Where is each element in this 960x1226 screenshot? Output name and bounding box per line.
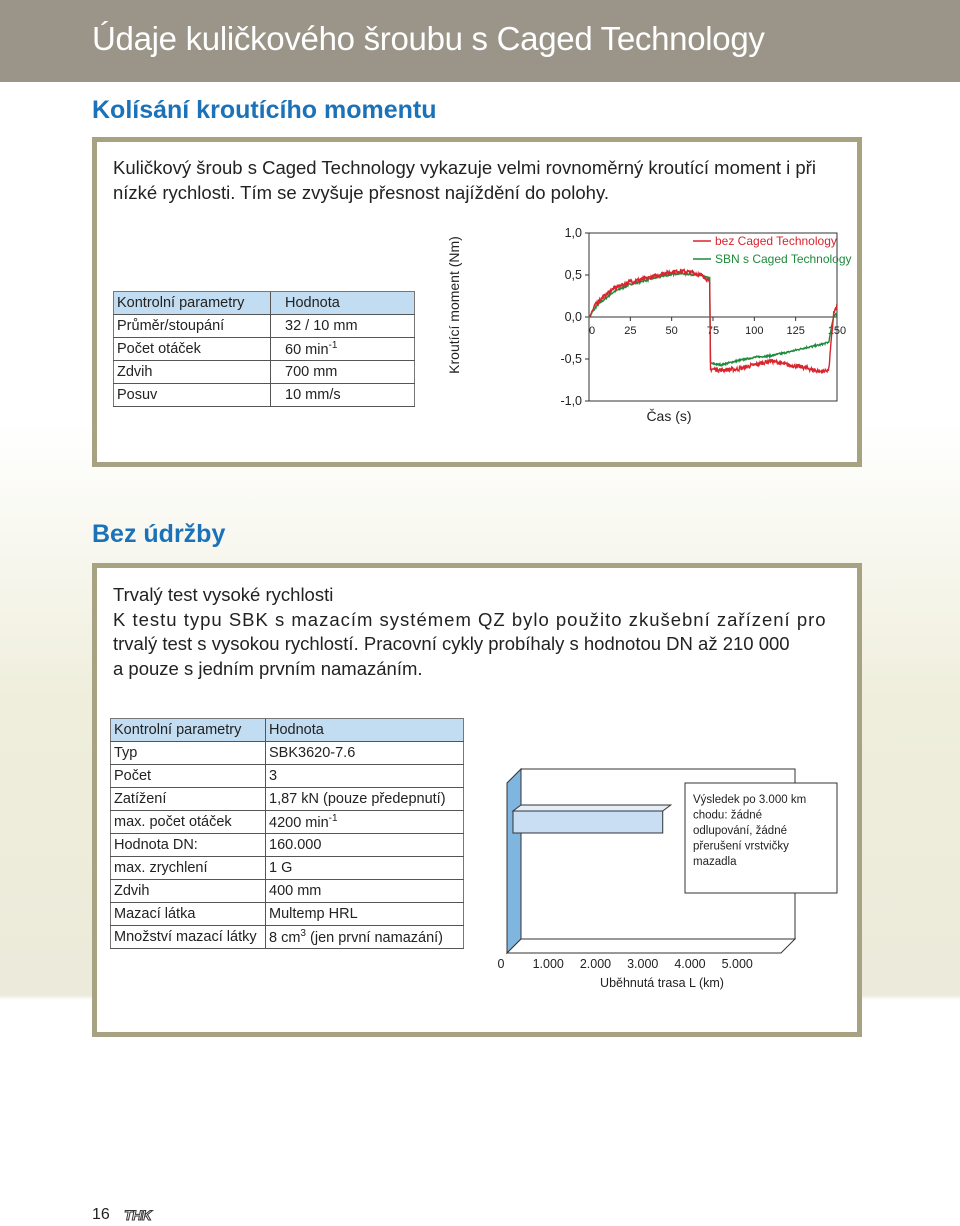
maintenance-intro-line3: trvalý test s vysokou rychlostí. Pracovní cykly probíhaly s hodnotou DN až 210 000 bbox=[113, 633, 790, 654]
page-number: 16 bbox=[92, 1206, 110, 1223]
row-value: 8 cm bbox=[269, 929, 301, 946]
maintenance-box bbox=[92, 563, 862, 1037]
row-value-cell bbox=[271, 338, 415, 361]
table-row bbox=[111, 811, 464, 834]
thk-logo bbox=[124, 1208, 162, 1226]
torque-chart bbox=[437, 226, 857, 432]
row-value-sup: -1 bbox=[328, 340, 338, 352]
legend-label: SBN s Caged Technology bbox=[715, 252, 852, 266]
distance-tick-label: 1.000 bbox=[532, 957, 564, 971]
thk-logo-icon bbox=[124, 1208, 162, 1221]
row-label: Počet otáček bbox=[114, 338, 271, 361]
row-label: Zdvih bbox=[114, 361, 271, 384]
result-note-line: přerušení vrstvičky bbox=[693, 840, 789, 853]
torque-ytick-label: -0,5 bbox=[560, 352, 582, 366]
row-value: 1 G bbox=[266, 857, 464, 880]
table-row bbox=[111, 742, 464, 765]
header-value: Hodnota bbox=[271, 292, 415, 315]
torque-ytick-label: -1,0 bbox=[560, 394, 582, 408]
row-value: 1,87 kN (pouze předepnutí) bbox=[266, 788, 464, 811]
row-value: SBK3620-7.6 bbox=[266, 742, 464, 765]
torque-ylabel: Kroutící moment (Nm) bbox=[446, 236, 462, 374]
torque-xtick-label: 0 bbox=[588, 325, 596, 337]
table-row bbox=[111, 788, 464, 811]
header-value: Hodnota bbox=[266, 719, 464, 742]
result-note-line: odlupování, žádné bbox=[693, 825, 787, 837]
torque-ytick-label: 1,0 bbox=[564, 226, 582, 240]
table-row bbox=[114, 315, 415, 338]
row-label: Zdvih bbox=[111, 880, 266, 903]
result-note-line: Výsledek po 3.000 km bbox=[693, 794, 807, 806]
distance-bar bbox=[513, 811, 663, 833]
table-row bbox=[111, 926, 464, 949]
table-row bbox=[114, 361, 415, 384]
table-row bbox=[111, 765, 464, 788]
table-row bbox=[114, 338, 415, 361]
row-value: 10 mm/s bbox=[271, 384, 415, 407]
row-label: max. zrychlení bbox=[111, 857, 266, 880]
table-row bbox=[111, 857, 464, 880]
row-value: 32 / 10 mm bbox=[271, 315, 415, 338]
torque-intro-line2: nízké rychlosti. Tím se zvyšuje přesnost najíždění do polohy. bbox=[113, 181, 609, 203]
table-row bbox=[111, 903, 464, 926]
row-value-suffix: (jen první namazání) bbox=[305, 929, 443, 946]
torque-ytick-label: 0,5 bbox=[564, 268, 582, 282]
chart-left-wall bbox=[507, 769, 521, 953]
row-label: max. počet otáček bbox=[111, 811, 266, 834]
torque-xtick-label: 125 bbox=[786, 325, 805, 337]
row-value: 160.000 bbox=[266, 834, 464, 857]
distance-xlabel: Uběhnutá trasa L (km) bbox=[600, 976, 724, 990]
torque-xlabel: Čas (s) bbox=[646, 408, 692, 424]
section-title-maintenance: Bez údržby bbox=[92, 520, 226, 548]
row-label: Zatížení bbox=[111, 788, 266, 811]
maintenance-intro-line1: Trvalý test vysoké rychlosti bbox=[113, 584, 334, 605]
row-label: Hodnota DN: bbox=[111, 834, 266, 857]
legend-label: bez Caged Technology bbox=[715, 234, 837, 248]
result-note-line: mazadla bbox=[693, 856, 737, 868]
torque-params-table bbox=[113, 291, 415, 407]
table-row bbox=[111, 834, 464, 857]
maintenance-intro-line2: K testu typu SBK s mazacím systémem QZ bylo použito zkušební zařízení pro bbox=[113, 608, 827, 630]
table-row bbox=[114, 384, 415, 407]
table-header-row bbox=[114, 292, 415, 315]
chart-floor bbox=[507, 939, 795, 953]
page-title: Údaje kuličkového šroubu s Caged Technology bbox=[92, 20, 765, 57]
row-label: Mazací látka bbox=[111, 903, 266, 926]
row-label: Množství mazací látky bbox=[111, 926, 266, 949]
torque-xtick-label: 75 bbox=[706, 325, 720, 337]
maintenance-params-table bbox=[110, 718, 464, 949]
row-value: 700 mm bbox=[271, 361, 415, 384]
row-value-sup: -1 bbox=[328, 813, 338, 825]
row-label: Typ bbox=[111, 742, 266, 765]
torque-intro-line1: Kuličkový šroub s Caged Technology vykazuje velmi rovnoměrný kroutící moment i při bbox=[113, 157, 816, 178]
torque-ytick-label: 0,0 bbox=[564, 310, 582, 324]
distance-tick-label: 4.000 bbox=[674, 957, 706, 971]
torque-xtick-label: 150 bbox=[827, 325, 847, 337]
torque-xtick-label: 50 bbox=[665, 325, 678, 337]
header-param: Kontrolní parametry bbox=[114, 292, 271, 315]
row-value: Multemp HRL bbox=[266, 903, 464, 926]
row-value: 60 min bbox=[285, 341, 329, 358]
row-label: Průměr/stoupání bbox=[114, 315, 271, 338]
title-bar bbox=[0, 0, 960, 82]
torque-xtick-label: 100 bbox=[745, 325, 764, 337]
header-param: Kontrolní parametry bbox=[111, 719, 266, 742]
row-value: 400 mm bbox=[266, 880, 464, 903]
row-value: 3 bbox=[266, 765, 464, 788]
logo-text: THK bbox=[124, 1208, 152, 1221]
table-header-row bbox=[111, 719, 464, 742]
distance-tick-label: 0 bbox=[497, 957, 505, 971]
result-note-line: chodu: žádné bbox=[693, 809, 763, 822]
distance-bar-top bbox=[513, 805, 671, 811]
distance-chart bbox=[485, 761, 855, 1001]
section-title-torque: Kolísání kroutícího momentu bbox=[92, 96, 437, 124]
torque-box bbox=[92, 137, 862, 467]
distance-tick-label: 3.000 bbox=[627, 957, 659, 971]
row-label: Posuv bbox=[114, 384, 271, 407]
distance-tick-label: 2.000 bbox=[579, 957, 612, 971]
row-value: 4200 min bbox=[269, 814, 329, 831]
table-row bbox=[111, 880, 464, 903]
maintenance-intro-line4: a pouze s jedním prvním namazáním. bbox=[113, 657, 423, 679]
row-value-cell bbox=[266, 926, 464, 949]
torque-xtick-label: 25 bbox=[624, 325, 637, 337]
row-value-cell bbox=[266, 811, 464, 834]
row-value-sup: 3 bbox=[300, 928, 306, 940]
distance-tick-label: 5.000 bbox=[721, 957, 753, 971]
row-label: Počet bbox=[111, 765, 266, 788]
